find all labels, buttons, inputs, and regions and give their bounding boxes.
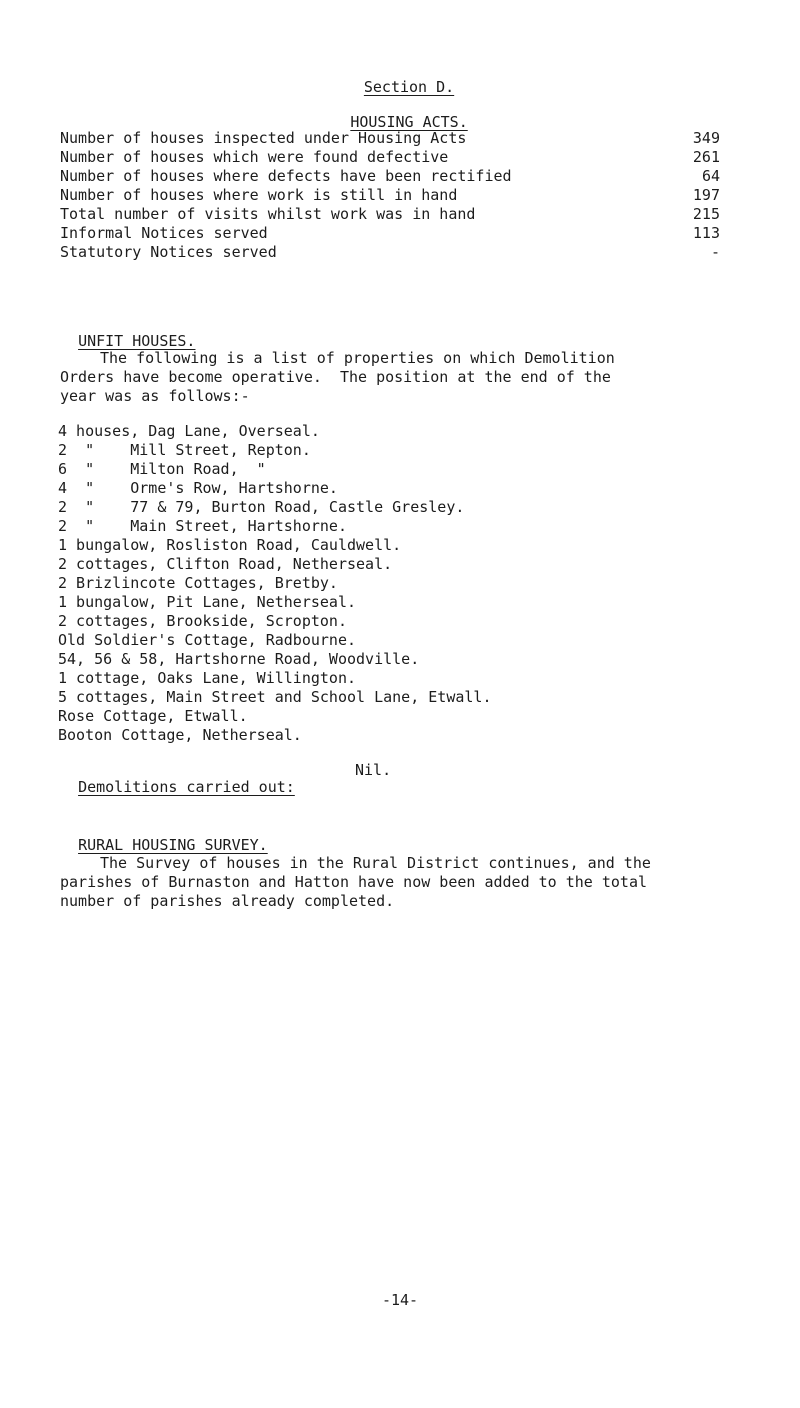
stat-value: 197 [692, 186, 720, 204]
stat-row [60, 244, 720, 261]
stat-value: 261 [692, 148, 720, 166]
unfit-intro-line: The following is a list of properties on which Demolition [100, 349, 615, 367]
stat-label: Total number of visits whilst work was in hand [60, 205, 476, 223]
rural-survey-line: parishes of Burnaston and Hatton have now been added to the total [60, 873, 647, 891]
list-item: 5 cottages, Main Street and School Lane, Etwall. [58, 688, 492, 706]
list-item: 2 " 77 & 79, Burton Road, Castle Gresley. [58, 498, 465, 516]
stat-label: Number of houses inspected under Housing Acts [60, 129, 467, 147]
list-item: 2 " Mill Street, Repton. [58, 441, 311, 459]
stat-value: 349 [692, 129, 720, 147]
unfit-intro-line: year was as follows:- [60, 387, 250, 405]
demolitions-value: Nil. [355, 761, 392, 779]
stat-label: Number of houses which were found defective [60, 148, 449, 166]
stat-row [60, 206, 720, 223]
list-item: Old Soldier's Cottage, Radbourne. [58, 631, 357, 649]
list-item: 4 " Orme's Row, Hartshorne. [58, 479, 338, 497]
stat-row [60, 149, 720, 166]
stat-value: - [710, 243, 720, 261]
stat-row [60, 187, 720, 204]
list-item: 54, 56 & 58, Hartshorne Road, Woodville. [58, 650, 420, 668]
list-item: Rose Cottage, Etwall. [58, 707, 248, 725]
unfit-houses-heading: UNFIT HOUSES. [78, 332, 196, 350]
stat-label: Number of houses where work is still in hand [60, 186, 458, 204]
rural-survey-line: The Survey of houses in the Rural District continues, and the [100, 854, 651, 872]
stat-label: Number of houses where defects have been rectified [60, 167, 512, 185]
demolitions-label: Demolitions carried out: [78, 778, 295, 796]
list-item: 2 Brizlincote Cottages, Bretby. [58, 574, 338, 592]
page-number: -14- [381, 1291, 419, 1309]
stat-row [60, 130, 720, 147]
list-item: 1 bungalow, Pit Lane, Netherseal. [58, 593, 357, 611]
list-item: 4 houses, Dag Lane, Overseal. [58, 422, 320, 440]
stat-value: 215 [692, 205, 720, 223]
list-item: 2 " Main Street, Hartshorne. [58, 517, 347, 535]
stat-value: 64 [701, 167, 720, 185]
stat-row [60, 168, 720, 185]
housing-acts-heading: HOUSING ACTS. [350, 113, 468, 131]
list-item: 1 bungalow, Rosliston Road, Cauldwell. [58, 536, 402, 554]
list-item: 1 cottage, Oaks Lane, Willington. [58, 669, 357, 687]
list-item: 2 cottages, Clifton Road, Netherseal. [58, 555, 393, 573]
stat-label: Informal Notices served [60, 224, 268, 242]
list-item: 2 cottages, Brookside, Scropton. [58, 612, 347, 630]
list-item: 6 " Milton Road, " [58, 460, 266, 478]
rural-survey-heading: RURAL HOUSING SURVEY. [78, 836, 268, 854]
section-title: Section D. [363, 78, 455, 96]
stat-row [60, 225, 720, 242]
list-item: Booton Cottage, Netherseal. [58, 726, 302, 744]
unfit-intro-line: Orders have become operative. The position at the end of the [60, 368, 611, 386]
stat-value: 113 [692, 224, 720, 242]
stat-label: Statutory Notices served [60, 243, 277, 261]
rural-survey-line: number of parishes already completed. [60, 892, 395, 910]
